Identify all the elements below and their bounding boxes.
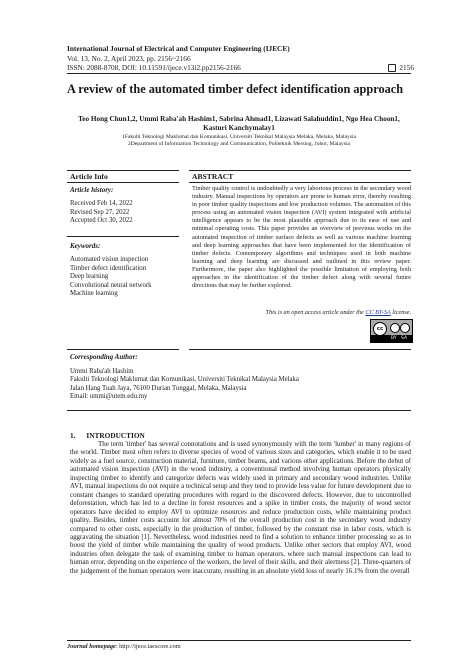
corresponding-rule xyxy=(67,410,411,411)
author-list xyxy=(67,115,411,133)
introduction-heading: 1. INTRODUCTION xyxy=(70,431,145,440)
keyword-item: Machine learning xyxy=(70,290,118,298)
corresponding-details xyxy=(70,368,299,402)
revised-date: Revised Sep 27, 2022 xyxy=(70,208,130,216)
homepage-url[interactable]: : http://ijece.iaescore.com xyxy=(115,643,181,650)
journal-name: International Journal of Electrical and Computer Engineering (IJECE) xyxy=(67,44,290,53)
open-access-icon xyxy=(388,64,396,72)
corresponding-address: Jalan Hang Tuah Jaya, 76100 Durian Tunggal, Melaka, Malaysia xyxy=(70,384,247,392)
keyword-item: Timber defect identification xyxy=(70,264,147,272)
badge-by-label: BY xyxy=(391,336,397,341)
abstract-sub-rule xyxy=(189,182,411,183)
keyword-item: Deep learning xyxy=(70,273,109,281)
footer xyxy=(67,643,181,650)
article-info-sub-rule xyxy=(67,182,179,183)
paper-title: A review of the automated timber defect identification approach xyxy=(67,82,404,96)
history-label: Article history: xyxy=(70,186,114,194)
footer-rule xyxy=(67,640,411,641)
authors-line-1: Teo Hong Chun1,2, Ummi Raba'ah Hashim1, Sabrina Ahmad1, Lizawati Salahuddin1, Ngo Hea Choon1, xyxy=(78,115,400,123)
authors-line-2: Kasturi Kanchymalay1 xyxy=(203,124,275,132)
open-access-note xyxy=(215,309,411,316)
open-access-prefix: This is an open access article under the xyxy=(265,309,366,316)
page-number: 2156 xyxy=(399,63,414,72)
open-access-suffix: license. xyxy=(390,309,411,316)
share-alike-icon xyxy=(400,323,410,333)
keywords-label: Keywords: xyxy=(70,242,101,250)
affiliation-2: 2Department of Information Technology and Communication, Politeknik Mersing, Johor, Malaysia xyxy=(127,141,351,147)
received-date: Received Feb 14, 2022 xyxy=(70,200,133,207)
introduction-text: The term 'timber' has several connotations and is used synonymously with the term 'lumber' in many regions of the world. Timber most often refers to diverse species of wood of various sizes and categories, which enable it to be used widely as a fuel source, construction material, furniture, timber beams, and various other applications. Before the debut of automated vision inspection (AVI) in the wood industry, a conventional method involving human operators physically inspecting timber to identify and categorize defects was widely used in primary and secondary wood industries. Unlike AVI, manual inspections do not require a technical setup and they tend to provide less value for future development due to constant changes to standard operating procedures with regard to the discovered defects. However, due to uncontrolled deforestation, which has led to a decline in forest resources and a spike in timber costs, the majority of wood sector operators have decided to employ AVI to optimize resources and reduce production costs, while maintaining product quality. Besides, timber costs account for almost 70% of the overall production cost in the secondary wood industry compared to other costs, especially in the production of timber, followed by the constant rise in labor costs, which is aggravating the situation [1]. Nevertheless, wood industries need to find a solution to enhance timber processing so as to boost the yield of timber while maintaining the quality of wood products. Unlike other sectors that employ AVI, wood industries often delegate the task of examining timber to human operators, where such manual inspections can lead to human error, depending on the experience of the workers, the level of their skills, and their alertness [2]. Three-quarters of the judgement of the human operators were inaccurate, resulting in an absolute yield loss of nearly 16.1% from the overall xyxy=(70,440,411,575)
history-list xyxy=(70,200,133,226)
corresponding-email: Email: ummi@utem.edu.my xyxy=(70,393,148,401)
affiliations xyxy=(67,134,411,148)
affiliation-1: 1Fakulti Teknologi Maklumat dan Komunikasi, Universiti Teknikal Malaysia Melaka, Melaka, Malaysia xyxy=(121,134,357,140)
license-link[interactable]: CC BY-SA xyxy=(365,309,391,316)
attribution-icon xyxy=(390,323,400,333)
abstract-top-rule xyxy=(189,170,411,171)
header-rule xyxy=(67,73,411,74)
issn-doi: ISSN: 2088-8708, DOI: 10.11591/ijece.v13i2.pp2156-2166 xyxy=(67,63,241,72)
volume-info: Vol. 13, No. 2, April 2023, pp. 2156~2166 xyxy=(67,54,191,63)
abstract-heading: ABSTRACT xyxy=(192,172,234,181)
footer-label: Journal homepage xyxy=(67,643,116,650)
keyword-item: Automated vision inspection xyxy=(70,256,149,263)
accepted-date: Accepted Oct 30, 2022 xyxy=(70,217,133,225)
badge-sa-label: SA xyxy=(401,336,408,341)
article-info-top-rule xyxy=(67,170,179,171)
cc-by-sa-badge[interactable] xyxy=(370,319,413,343)
badge-strip xyxy=(371,335,412,342)
abstract-bottom-rule xyxy=(189,349,411,350)
corresponding-name: Ummi Raba'ah Hashim xyxy=(70,368,134,375)
creative-commons-icon: cc xyxy=(373,322,387,336)
corresponding-label: Corresponding Author: xyxy=(70,353,138,361)
keyword-item: Convolutional neural network xyxy=(70,281,152,289)
article-info-heading: Article Info xyxy=(70,172,108,181)
keywords-rule xyxy=(67,236,179,237)
info-bottom-rule xyxy=(67,349,179,350)
corresponding-faculty: Fakulti Teknologi Maklumat dan Komunikasi, Universiti Teknikal Malaysia Melaka xyxy=(70,376,299,384)
abstract-text: Timber quality control is undoubtedly a very laborious process in the secondary wood industry. Manual inspections by operators are prone to human error, thereby resulting in poor timber quality inspections and low production volumes. The automation of this process using an automated vision inspection (AVI) system integrated with artificial intelligence appears to be the most plausible approach due to its ease of use and minimal operating costs. This paper provides an overview of previous works on the automated inspection of timber surface defects as well as various machine learning and deep learning approaches that have been implemented for the identification of timber defects. Contemporary algorithms and techniques used in both machine learning and deep learning are discussed and outlined in this review paper. Furthermore, the paper also highlighted the possible limitation of employing both approaches in the identification of the timber defect along with several future directions that may be further explored. xyxy=(192,185,411,290)
keywords-list xyxy=(70,256,152,299)
